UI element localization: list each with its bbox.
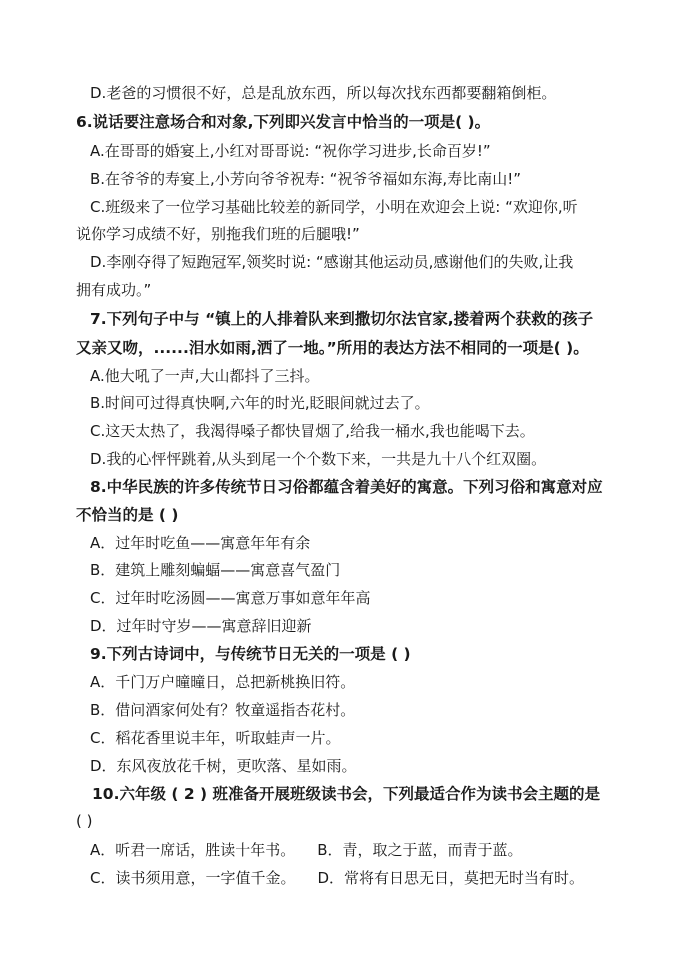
q10-stem-cont: ( ) <box>76 812 93 830</box>
q8-option-a: A．过年时吃鱼——寓意年年有余 <box>90 534 311 552</box>
q8-option-b: B．建筑上雕刻蝙蝠——寓意喜气盈门 <box>90 561 341 579</box>
q10-options-row-2 <box>0 868 688 888</box>
q10-option-c: C．读书须用意，一字值千金。 <box>90 869 296 887</box>
q6-stem: 6.说话要注意场合和对象,下列即兴发言中恰当的一项是( )。 <box>76 113 491 131</box>
q7-option-d: D.我的心怦怦跳着,从头到尾一个个数下来，一共是九十八个红双圈。 <box>90 450 547 468</box>
q9-option-a: A．千门万户曈曈日，总把新桃换旧符。 <box>90 673 356 691</box>
q9-option-d: D．东风夜放花千树，更吹落、星如雨。 <box>90 757 357 775</box>
q7-stem: 7.下列句子中与 “镇上的人排着队来到撒切尔法官家,搂着两个获救的孩子 <box>90 310 594 328</box>
q10-option-d: D．常将有日思无日，莫把无时当有时。 <box>317 869 585 887</box>
q8-stem: 8.中华民族的许多传统节日习俗都蕴含着美好的寓意。下列习俗和寓意对应 <box>90 478 603 496</box>
q7-option-b: B.时间可过得真快啊,六年的时光,眨眼间就过去了。 <box>90 394 430 412</box>
q5-option-d: D.老爸的习惯很不好，总是乱放东西，所以每次找东西都要翻箱倒柜。 <box>90 84 557 102</box>
q10-stem: 10.六年级 ( 2 ) 班准备开展班级读书会，下列最适合作为读书会主题的是 <box>92 785 600 803</box>
q6-option-a: A.在哥哥的婚宴上,小红对哥哥说: “祝你学习进步,长命百岁!” <box>90 142 491 160</box>
q10-options-row-1 <box>0 840 688 860</box>
q7-option-c: C.这天太热了，我渴得嗓子都快冒烟了,给我一桶水,我也能喝下去。 <box>90 422 535 440</box>
q8-option-c: C．过年时吃汤圆——寓意万事如意年年高 <box>90 589 371 607</box>
q10-option-b: B．青，取之于蓝，而青于蓝。 <box>317 841 523 859</box>
q7-option-a: A.他大吼了一声,大山都抖了三抖。 <box>90 367 320 385</box>
q6-option-d-cont: 拥有成功。” <box>76 281 152 299</box>
q6-option-d: D.李刚夺得了短跑冠军,领奖时说: “感谢其他运动员,感谢他们的失败,让我 <box>90 253 574 271</box>
q9-option-c: C．稻花香里说丰年，听取蛙声一片。 <box>90 729 341 747</box>
q8-stem-cont: 不恰当的是 ( ) <box>76 506 179 524</box>
q9-option-b: B．借问酒家何处有？牧童遥指杏花村。 <box>90 701 356 719</box>
q9-stem: 9.下列古诗词中，与传统节日无关的一项是 ( ) <box>90 645 411 663</box>
q6-option-b: B.在爷爷的寿宴上,小芳向爷爷祝寿: “祝爷爷福如东海,寿比南山!” <box>90 170 521 188</box>
q8-option-d: D．过年时守岁——寓意辞旧迎新 <box>90 617 312 635</box>
q6-option-c: C.班级来了一位学习基础比较差的新同学，小明在欢迎会上说: “欢迎你,听 <box>90 198 578 216</box>
q10-option-a: A．听君一席话，胜读十年书。 <box>90 841 296 859</box>
q6-option-c-cont: 说你学习成绩不好，别拖我们班的后腿哦!” <box>76 225 360 243</box>
q7-stem-cont: 又亲又吻，......泪水如雨,洒了一地。”所用的表达方法不相同的一项是( )。 <box>76 339 589 357</box>
